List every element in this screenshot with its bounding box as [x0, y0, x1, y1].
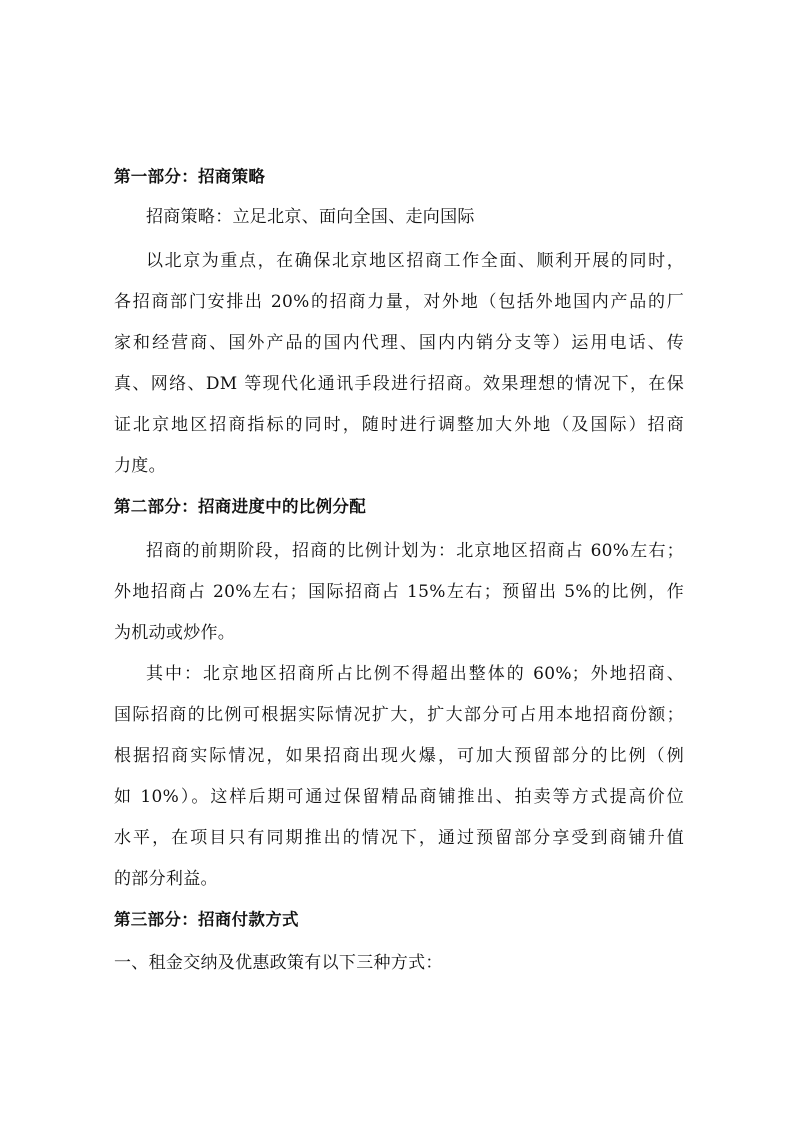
s1-paragraph-line: 力度。	[114, 456, 166, 476]
s1-paragraph-line: 以北京为重点，在确保北京地区招商工作全面、顺利开展的同时，	[146, 251, 684, 271]
s1-paragraph-line: 家和经营商、国外产品的国内代理、国内内销分支等）运用电话、传	[114, 333, 684, 353]
s2-paragraph-line: 为机动或炒作。	[114, 623, 236, 643]
section-2-heading: 第二部分：招商进度中的比例分配	[114, 497, 366, 516]
s2-paragraph-line: 外地招商占 20%左右；国际招商占 15%左右；预留出 5%的比例，作	[114, 582, 684, 602]
s2-paragraph-line: 招商的前期阶段，招商的比例计划为：北京地区招商占 60%左右；	[146, 541, 684, 561]
s1-paragraph-line: 证北京地区招商指标的同时，随时进行调整加大外地（及国际）招商	[114, 415, 684, 435]
strategy-line: 招商策略：立足北京、面向全国、走向国际	[146, 207, 475, 227]
s2-paragraph2-line: 根据招商实际情况，如果招商出现火爆，可加大预留部分的比例（例	[114, 746, 684, 766]
section-1-heading: 第一部分：招商策略	[114, 167, 266, 186]
s2-paragraph2-line: 的部分利益。	[114, 869, 218, 889]
section-3-heading: 第三部分：招商付款方式	[114, 910, 299, 929]
s1-paragraph-line: 各招商部门安排出 20%的招商力量，对外地（包括外地国内产品的厂	[114, 292, 684, 312]
s2-paragraph2-line: 水平，在项目只有同期推出的情况下，通过预留部分享受到商铺升值	[114, 828, 684, 848]
s1-paragraph-line: 真、网络、DM 等现代化通讯手段进行招商。效果理想的情况下，在保	[114, 374, 684, 394]
s3-item-1: 一、租金交纳及优惠政策有以下三种方式：	[114, 953, 443, 973]
s2-paragraph2-line: 其中：北京地区招商所占比例不得超出整体的 60%；外地招商、	[146, 664, 684, 684]
s2-paragraph2-line: 国际招商的比例可根据实际情况扩大，扩大部分可占用本地招商份额；	[114, 705, 684, 725]
s2-paragraph2-line: 如 10%）。这样后期可通过保留精品商铺推出、拍卖等方式提高价位	[114, 787, 684, 807]
